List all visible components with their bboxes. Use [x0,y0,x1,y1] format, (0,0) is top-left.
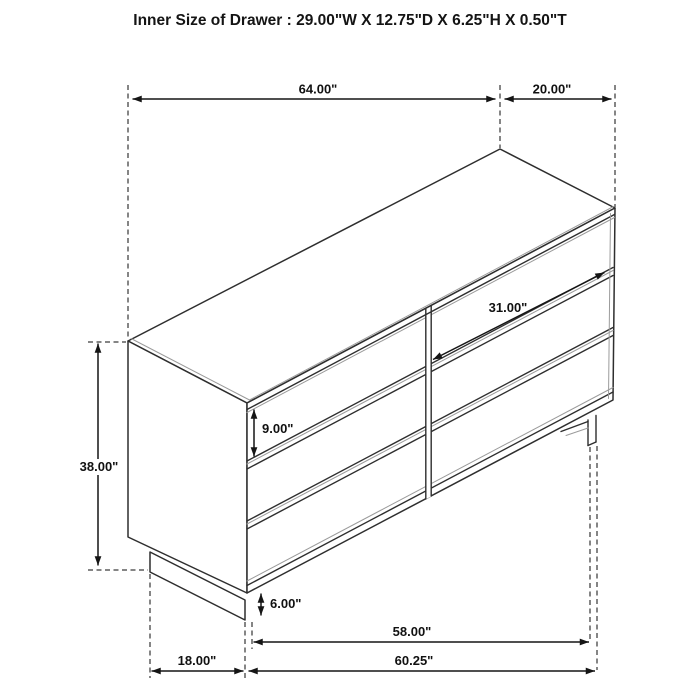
dim-label-leg-span: 58.00" [392,624,432,639]
dim-label-top-width: 64.00" [298,81,338,97]
dim-label-drawer-width: 31.00" [488,300,528,315]
dim-label-bottom-width: 60.25" [394,653,434,668]
divider-face [426,313,431,499]
dim-top-depth [505,82,612,100]
dim-label-bottom-depth: 18.00" [177,653,217,668]
dim-leg-span [254,624,590,642]
dim-bottom-depth [152,653,244,671]
page-title: Inner Size of Drawer : 29.00"W X 12.75"D X 6.25"H X 0.50"T [133,12,567,29]
dim-overall-height [73,344,127,566]
dim-base-height [261,594,301,616]
dim-label-drawer-height: 9.00" [262,421,294,436]
leg-bottom-line [588,442,596,446]
dim-bottom-width [249,653,596,671]
drawer-column-divider [426,305,431,499]
dresser-illustration [128,149,615,620]
dim-label-base-height: 6.00" [270,596,302,611]
dim-top-width [133,82,496,100]
dim-label-top-depth: 20.00" [532,81,572,97]
dim-label-overall-height: 38.00" [79,459,119,474]
